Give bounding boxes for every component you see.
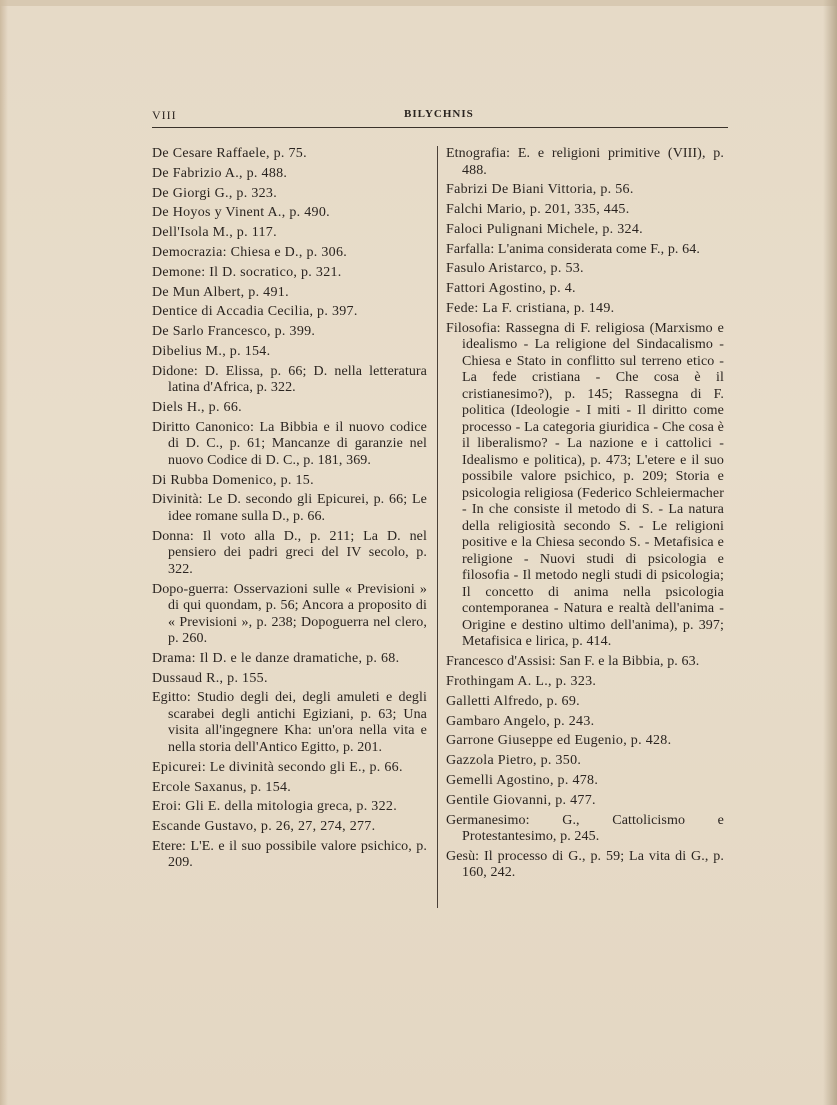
index-entry: Di Rubba Domenico, p. 15. [152,472,314,488]
page-number: VIII [152,108,177,122]
index-entry: Farfalla: L'anima considerata come F., p. 64. [446,241,700,257]
index-entry: Ercole Saxanus, p. 154. [152,779,292,795]
header-rule [152,127,728,128]
index-entry: Epicurei: Le divinità secondo gli E., p. 66. [152,759,403,775]
index-entry: Germanesimo: G., Cattolicismo e Protestantesimo, p. 245. [446,812,724,845]
index-entry: Gazzola Pietro, p. 350. [446,753,582,769]
column-divider [437,146,438,908]
index-entry: Gentile Giovanni, p. 477. [446,792,596,808]
index-entry: Diritto Canonico: La Bibbia e il nuovo codice di D. C., p. 61; Mancanze di garanzie nel nuovo Codice di D. C., p. 181, 369. [152,419,427,468]
index-column-right [446,146,724,885]
index-entry: Fattori Agostino, p. 4. [446,281,576,297]
index-entry: Drama: Il D. e le danze dramatiche, p. 68. [152,650,400,666]
index-entry: De Hoyos y Vinent A., p. 490. [152,205,330,221]
index-entry: Gesù: Il processo di G., p. 59; La vita di G., p. 160, 242. [446,848,724,881]
index-entry: Frothingam A. L., p. 323. [446,673,597,689]
index-entry: Faloci Pulignani Michele, p. 324. [446,221,643,237]
index-entry: Francesco d'Assisi: San F. e la Bibbia, p. 63. [446,654,700,670]
index-entry: Etere: L'E. e il suo possibile valore psichico, p. 209. [152,838,427,871]
index-entry: De Cesare Raffaele, p. 75. [152,146,307,161]
page-edge-shadow [823,0,837,1105]
index-entry: Dibelius M., p. 154. [152,343,271,359]
index-entry: Etnografia: E. e religioni primitive (VIII), p. 488. [446,146,724,178]
index-column-left [152,146,427,875]
index-entry: Fasulo Aristarco, p. 53. [446,261,584,277]
index-entry: Demone: Il D. socratico, p. 321. [152,264,342,280]
index-entry: Gambaro Angelo, p. 243. [446,713,595,729]
index-entry: Fede: La F. cristiana, p. 149. [446,301,615,317]
index-entry: De Sarlo Francesco, p. 399. [152,324,316,340]
index-entry: Didone: D. Elissa, p. 66; D. nella letteratura latina d'Africa, p. 322. [152,363,427,396]
index-entry: Egitto: Studio degli dei, degli amuleti e degli scarabei degli antichi Egiziani, p. 63; Una visita all'ingegnere Kha: un'ora nella vita e nella storia dell'Antico Egitto, p. 201. [152,690,427,755]
index-entry: Garrone Giuseppe ed Eugenio, p. 428. [446,733,672,749]
index-entry: Diels H., p. 66. [152,400,242,416]
index-entry: Dussaud R., p. 155. [152,670,268,686]
index-entry: Gemelli Agostino, p. 478. [446,772,599,788]
index-entry: De Mun Albert, p. 491. [152,284,289,300]
index-entry: Democrazia: Chiesa e D., p. 306. [152,244,348,260]
index-entry: Eroi: Gli E. della mitologia greca, p. 322. [152,799,398,815]
index-entry: Donna: Il voto alla D., p. 211; La D. nel pensiero dei padri greci del IV secolo, p. 322. [152,528,427,577]
index-entry: Dell'Isola M., p. 117. [152,225,277,241]
index-entry: Filosofia: Rassegna di F. religiosa (Marxismo e idealismo - La religione del Sindacalismo - Chiesa e Stato in conflitto sul terreno etico - La fede cristiana - Che cosa è il cristianesimo?), p. 145; Rassegna di F. politica (Ideologie - I miti - Il diritto come processo - La categoria giuridica - Che cosa è il liberalismo? - La nazione e i cattolici - Idealismo e politica), p. 473; L'etere e il suo possibile valore psichico, p. 209; Storia e psicologia religiosa (Federico Schleiermacher - In che consiste il metodo di S. - La natura della religiosità secondo S. - Le religioni positive e la Chiesa secondo S. - Metafisica e religione - Nuovi studi di psicologia e filosofia - Il metodo negli studi di psicologia; Il concetto di anima nella psicologia contemporanea - Natura e realtà dell'anima - Origine e destino ultimo dell'anima), p. 397; Metafisica e lirica, p. 414. [446,320,724,650]
index-entry: Escande Gustavo, p. 26, 27, 274, 277. [152,819,376,835]
index-entry: De Giorgi G., p. 323. [152,185,278,201]
index-entry: Galletti Alfredo, p. 69. [446,693,580,709]
index-entry: Falchi Mario, p. 201, 335, 445. [446,202,630,218]
index-entry: Divinità: Le D. secondo gli Epicurei, p. 66; Le idee romane sulla D., p. 66. [152,492,427,524]
index-entry: Fabrizi De Biani Vittoria, p. 56. [446,182,634,198]
journal-title: BILYCHNIS [404,108,474,120]
index-entry: Dopo-guerra: Osservazioni sulle « Previsioni » di qui quondam, p. 56; Ancora a proposito di « Previsioni », p. 238; Dopoguerra nel clero, p. 260. [152,581,427,647]
index-entry: Dentice di Accadia Cecilia, p. 397. [152,304,358,320]
index-entry: De Fabrizio A., p. 488. [152,165,288,181]
